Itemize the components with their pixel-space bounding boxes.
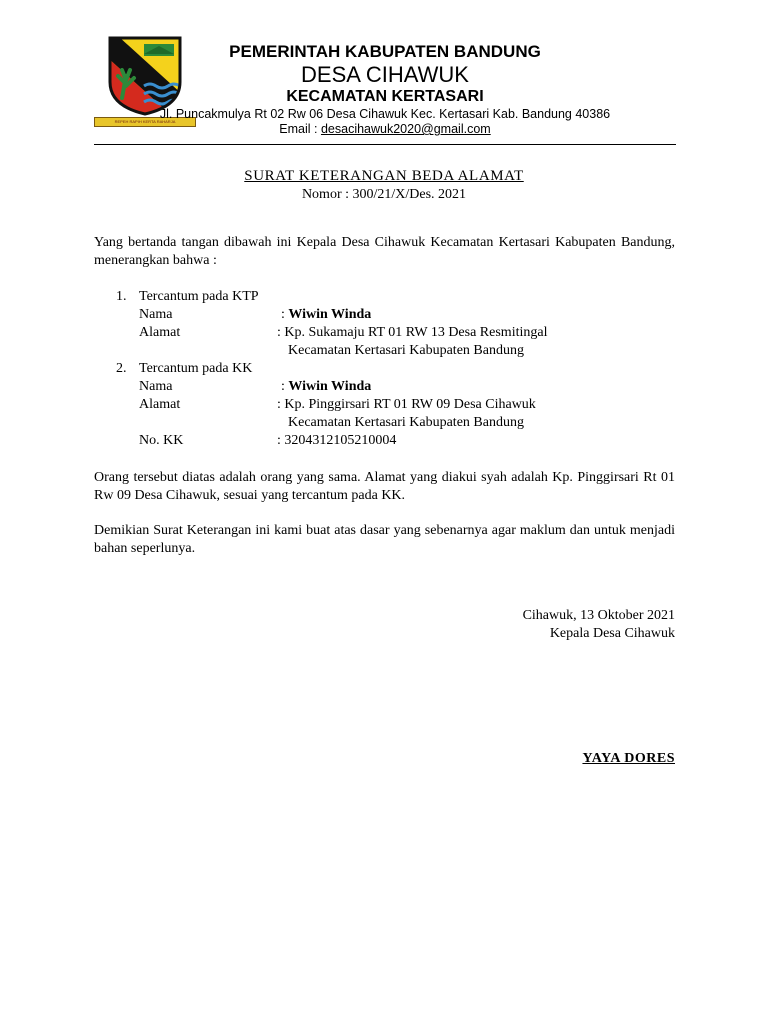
signatory-name: YAYA DORES xyxy=(582,751,675,766)
place-date: Cihawuk, 13 Oktober 2021 xyxy=(522,608,675,623)
item-heading: Tercantum pada KK xyxy=(139,361,253,376)
intro-paragraph: Yang bertanda tangan dibawah ini Kepala Desa Cihawuk Kecamatan Kertasari Kabupaten Bandung, menerangkan bahwa : xyxy=(94,235,675,268)
field-separator: : xyxy=(281,307,289,322)
field-value xyxy=(277,324,547,342)
field-value xyxy=(277,396,536,414)
field-separator: : xyxy=(277,397,285,412)
address-value: Kp. Sukamaju RT 01 RW 13 Desa Resmitingal xyxy=(284,325,548,340)
address-value: Kp. Pinggirsari RT 01 RW 09 Desa Cihawuk xyxy=(284,397,536,412)
name-value: Wiwin Winda xyxy=(288,307,372,322)
email-link[interactable]: desacihawuk2020@gmail.com xyxy=(320,122,491,136)
letter-title-text: SURAT KETERANGAN BEDA ALAMAT xyxy=(244,168,524,184)
field-label: Alamat xyxy=(139,325,181,340)
field-separator: : xyxy=(277,433,285,448)
statement-paragraph: Orang tersebut diatas adalah orang yang sama. Alamat yang diakui syah adalah Kp. Pinggirsari Rt 01 Rw 09 Desa Cihawuk, sesuai yang tercantum pada KK. xyxy=(94,470,675,503)
family-card-number: 3204312105210004 xyxy=(284,433,397,448)
field-label: Nama xyxy=(139,379,173,394)
field-label: No. KK xyxy=(139,433,184,448)
emblem-motto-ribbon: REPEH RAPIH KERTA RAHARJA xyxy=(94,117,196,127)
address-continuation: Kecamatan Kertasari Kabupaten Bandung xyxy=(288,415,524,430)
field-value xyxy=(277,432,396,450)
office-address: Jl. Puncakmulya Rt 02 Rw 06 Desa Cihawuk Kec. Kertasari Kab. Bandung 40386 xyxy=(159,107,611,121)
village-name: DESA CIHAWUK xyxy=(301,62,469,87)
letter-title xyxy=(0,168,768,185)
address-continuation: Kecamatan Kertasari Kabupaten Bandung xyxy=(288,343,524,358)
field-separator: : xyxy=(281,379,289,394)
item-number: 1. xyxy=(116,289,127,304)
field-value xyxy=(281,378,371,396)
field-value xyxy=(281,306,371,324)
field-label: Alamat xyxy=(139,397,181,412)
letterhead-divider xyxy=(94,144,676,145)
item-number: 2. xyxy=(116,361,127,376)
district-name: KECAMATAN KERTASARI xyxy=(286,88,484,105)
government-name: PEMERINTAH KABUPATEN BANDUNG xyxy=(229,42,541,61)
field-label: Nama xyxy=(139,307,173,322)
closing-paragraph: Demikian Surat Keterangan ini kami buat atas dasar yang sebenarnya agar maklum dan untuk menjadi bahan seperlunya. xyxy=(94,523,675,556)
signatory-position: Kepala Desa Cihawuk xyxy=(549,626,675,641)
name-value: Wiwin Winda xyxy=(288,379,372,394)
letter-number: Nomor : 300/21/X/Des. 2021 xyxy=(301,187,467,202)
field-separator: : xyxy=(277,325,285,340)
item-heading: Tercantum pada KTP xyxy=(139,289,259,304)
email-label: Email : xyxy=(279,122,321,136)
office-email-line xyxy=(140,122,630,136)
